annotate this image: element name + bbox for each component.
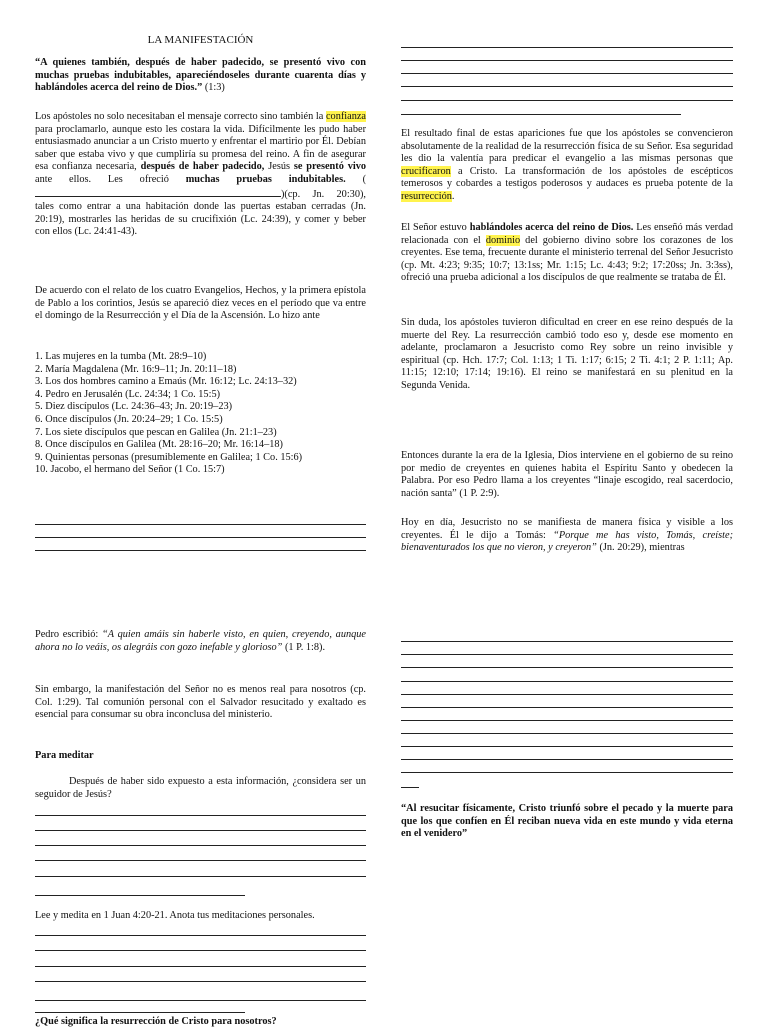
- list-item: 6. Once discípulos (Jn. 20:24–29; 1 Co. 15:5): [35, 413, 223, 425]
- text-span: del gobierno divino sobre los corazones de los creyentes. Ese tema, frecuente durante el ministerio terrenal del Señor Jesucristo (cp. Mt. 4:23; 9:35; 10:7; 13:1ss; Mr. 1:15; Lc. 4:43; 9:2; 17:20ss; Jn. 3:3ss), ofreció una prueba adicional a los discípulos de que realmente se trataba de Él.: [401, 234, 734, 284]
- answer-line[interactable]: [401, 787, 419, 788]
- text-span: (1 P. 1:8).: [284, 641, 326, 653]
- answer-line[interactable]: [35, 981, 366, 982]
- meditar-heading: [35, 750, 366, 763]
- highlight-resurreccion: resurrección: [401, 190, 452, 202]
- answer-line[interactable]: [401, 707, 733, 708]
- answer-line[interactable]: [401, 694, 733, 695]
- answer-line[interactable]: [401, 746, 733, 747]
- intro-quote-text: “A quienes también, después de haber padecido, se presentó vivo con muchas pruebas indubitables, apareciéndoseles durante cuarenta días y hablándoles acerca del reino de Dios.”: [35, 57, 366, 94]
- list-item: 7. Los siete discípulos que pescan en Galilea (Jn. 21:1–23): [35, 426, 277, 438]
- text-span: (: [362, 173, 367, 185]
- paragraph-manifestacion: Sin embargo, la manifestación del Señor no es menos real para nosotros (cp. Col. 1:29). Tal comunión personal con el Salvador resucitado y exaltado es esencial para consumar su obra inconclusa del ministerio.: [35, 684, 366, 721]
- bold-span: Para meditar: [35, 750, 94, 761]
- bold-span: ¿Qué significa la resurrección de Cristo para nosotros?: [35, 1016, 277, 1027]
- answer-line[interactable]: [35, 550, 366, 551]
- paragraph-apariciones: De acuerdo con el relato de los cuatro Evangelios, Hechos, y la primera epístola de Pablo a los corintios, Jesús se apareció diez veces en el período que va entre el domingo de la Resurrección y el Día de la Ascensión. Lo hizo ante: [35, 285, 366, 322]
- intro-quote-ref: (1:3): [204, 82, 225, 94]
- answer-line[interactable]: [35, 524, 366, 525]
- answer-line[interactable]: [401, 681, 733, 682]
- text-span: Jesús: [268, 161, 290, 173]
- paragraph-hoy: [401, 517, 733, 555]
- answer-line[interactable]: [35, 1000, 366, 1001]
- text-span: El resultado final de estas apariciones fue que los apóstoles se convencieron absolutamente de la realidad de la resurrección física de su Señor. Esa seguridad les dio la valentía para predicar el evangelio a las mismas personas que: [401, 128, 733, 165]
- lee-instruction: Lee y medita en 1 Juan 4:20-21. Anota tus meditaciones personales.: [35, 910, 315, 921]
- bold-span: hablándoles acerca del reino de Dios.: [469, 222, 634, 233]
- list-item: 4. Pedro en Jerusalén (Lc. 24:34; 1 Co. 15:5): [35, 388, 221, 400]
- answer-line[interactable]: [35, 966, 366, 967]
- text-span: a Cristo. La transformación de los apóstoles de escépticos temerosos y cobardes a testigos poderosos y audaces es prueba potente de la: [401, 165, 733, 190]
- text-span: (Jn. 20:29), mientras: [599, 542, 685, 554]
- text-span: para proclamarlo, aunque esto les costara la vida. Difícilmente les pudo haber entusiasmado anunciar a un Cristo muerto y enfrentar el martirio por Él. Debían saber que estaba vivo y que cumpliría su promesa del reino. A fin de asegurar esa confianza necesaria,: [35, 123, 366, 173]
- intro-quote: [35, 57, 366, 95]
- paragraph-resultado: [401, 128, 733, 204]
- answer-line[interactable]: [401, 60, 733, 61]
- answer-line[interactable]: [401, 114, 681, 115]
- answer-line[interactable]: [401, 667, 733, 668]
- list-item: 9. Quinientas personas (presumiblemente en Galilea; 1 Co. 15:6): [35, 451, 303, 463]
- highlight-crucificaron: crucificaron: [401, 165, 451, 177]
- list-item: 5. Diez discípulos (Lc. 24:36–43; Jn. 20:19–23): [35, 401, 233, 413]
- meditar-question: Después de haber sido expuesto a esta información, ¿considera ser un seguidor de Jesús?: [35, 776, 366, 800]
- paragraph-iglesia: Entonces durante la era de la Iglesia, Dios interviene en el gobierno de su reino por medio de creyentes en quienes habita el Espíritu Santo y obedecen la Palabra. Por eso Pedro llama a los creyentes “linaje escogido, real sacerdocio, nación santa” (1 P. 2:9).: [401, 450, 733, 499]
- highlight-dominio: dominio: [485, 234, 521, 246]
- answer-line[interactable]: [401, 733, 733, 734]
- list-item: 8. Once discípulos en Galilea (Mt. 28:16–20; Mr. 16:14–18): [35, 439, 283, 451]
- answer-line[interactable]: [35, 950, 366, 951]
- bold-span: después de haber padecido,: [140, 161, 265, 173]
- answer-line[interactable]: [401, 641, 733, 642]
- answer-line[interactable]: [35, 860, 366, 861]
- list-item: 10. Jacobo, el hermano del Señor (1 Co. 15:7): [35, 464, 225, 476]
- answer-line[interactable]: [401, 86, 733, 87]
- bold-span: se presentó vivo: [293, 161, 367, 173]
- answer-line[interactable]: [401, 772, 733, 773]
- paragraph-rey: Sin duda, los apóstoles tuvieron dificultad en creer en ese reino después de la muerte del Rey. La resurrección cambió todo eso y, desde ese momento en adelante, proclamaron a Jesucristo como Rey sobre un reino invisible y espiritual (cp. Hch. 17:7; Col. 1:13; 1 Ti. 1:17; 6:15; 2 Ti. 4:1; 2 P. 1:11; Ap. 11:15; 12:10; 17:14; 19:16). El reino se manifestará en su plenitud en la Segunda Venida.: [401, 317, 733, 391]
- answer-line[interactable]: [35, 815, 366, 816]
- paragraph-pedro: [35, 629, 366, 654]
- answer-line[interactable]: [401, 100, 733, 101]
- answer-line[interactable]: [401, 720, 733, 721]
- answer-line[interactable]: [401, 47, 733, 48]
- text-span: Los apóstoles no solo necesitaban el mensaje correcto sino también la: [35, 111, 324, 122]
- pedro-quote: “A quien amáis sin haberle visto, en quien, creyendo, aunque ahora no lo veáis, os alegráis con gozo inefable y glorioso”: [35, 629, 366, 653]
- tomas-quote: “Porque me has visto, Tomás, creíste; bienaventurados los que no vieron, y creyeron”: [401, 529, 733, 554]
- answer-line[interactable]: [35, 935, 366, 936]
- text-span: El Señor estuvo: [401, 222, 467, 233]
- answer-line[interactable]: [401, 73, 733, 74]
- list-item: 3. Los dos hombres camino a Emaús (Mr. 16:12; Lc. 24:13–32): [35, 376, 297, 388]
- answer-line[interactable]: [401, 759, 733, 760]
- bottom-question: [35, 1016, 366, 1029]
- paragraph-reino: [401, 222, 733, 285]
- answer-line[interactable]: [401, 654, 733, 655]
- answer-line[interactable]: [35, 845, 366, 846]
- answer-line[interactable]: [35, 895, 245, 896]
- text-span: Les enseñó más verdad relacionada con el: [401, 222, 733, 246]
- paragraph-confianza: [35, 111, 366, 239]
- list-item: 1. Las mujeres en la tumba (Mt. 28:9–10): [35, 351, 207, 362]
- answer-line[interactable]: [35, 1012, 245, 1013]
- closing-quote: [401, 803, 733, 841]
- answer-blank[interactable]: [35, 187, 281, 197]
- answer-line[interactable]: [35, 876, 366, 877]
- text-span: )(cp. Jn. 20:30), tales como entrar a una habitación donde las puertas estaban cerradas (Jn. 20:19), mostrarles las heridas de su crucifixión (Lc. 24:39), y comer y beber con ellos (Lc. 24:41-43).: [35, 188, 366, 238]
- text-span: Pedro escribió:: [35, 629, 99, 640]
- bold-span: muchas pruebas indubitables.: [185, 173, 346, 185]
- text-span: ante ellos. Les ofreció: [35, 173, 169, 185]
- text-span: Hoy en día, Jesucristo no se manifiesta de manera física y visible a los creyentes. Él le dijo a Tomás:: [401, 517, 733, 541]
- text-span: .: [451, 190, 455, 202]
- answer-line[interactable]: [35, 537, 366, 538]
- page-title: LA MANIFESTACIÓN: [147, 34, 254, 46]
- highlight-confianza: confianza: [325, 111, 367, 122]
- list-item: 2. María Magdalena (Mr. 16:9–11; Jn. 20:11–18): [35, 363, 237, 375]
- answer-line[interactable]: [35, 830, 366, 831]
- appearances-list: [35, 351, 366, 477]
- bold-span: “Al resucitar físicamente, Cristo triunfó sobre el pecado y la muerte para que los que confíen en Él reciban nueva vida en este mundo y vida eterna en el venidero”: [401, 803, 733, 840]
